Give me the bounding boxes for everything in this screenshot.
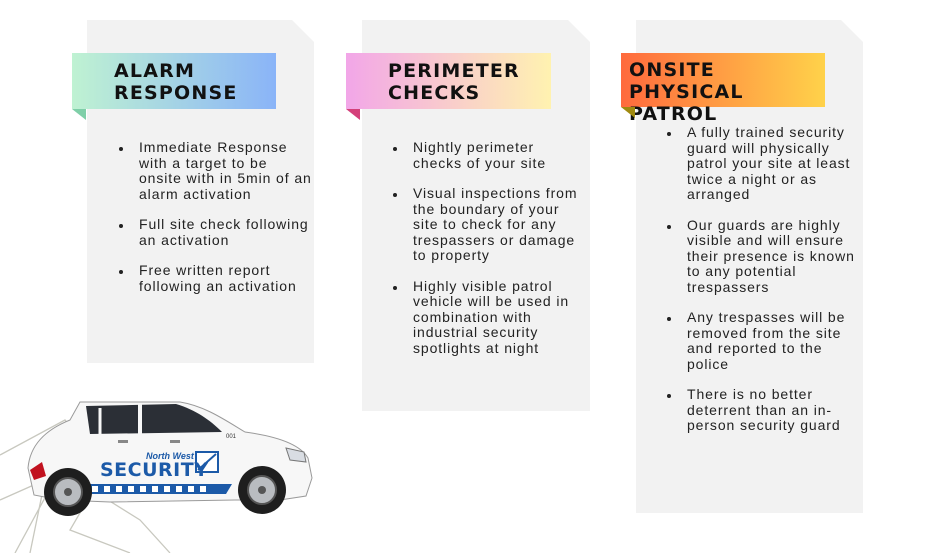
- rear-wheel: [44, 468, 92, 516]
- perimeter-checks-title: PERIMETER CHECKS: [388, 60, 520, 104]
- security-vehicle-image: [0, 380, 330, 553]
- list-item: • Visual inspections from the boundary of your site to check for any trespassers or damage to property: [407, 186, 587, 264]
- vehicle-fleet-number: 001: [226, 434, 237, 440]
- list-item: • Highly visible patrol vehicle will be used in combination with industrial security spotlights at night: [407, 279, 587, 357]
- alarm-response-list: [113, 140, 313, 309]
- perimeter-checks-ribbon-fold: [346, 109, 360, 120]
- perimeter-checks-ribbon: [346, 53, 551, 109]
- alarm-response-title: ALARM RESPONSE: [114, 60, 238, 104]
- vehicle-brand-small: North West: [146, 451, 194, 461]
- alarm-response-ribbon: [72, 53, 276, 109]
- list-item: • There is no better deterrent than an in-person security guard: [681, 387, 861, 434]
- front-wheel: [238, 466, 286, 514]
- list-item: • Our guards are highly visible and will ensure their presence is known to any potential trespassers: [681, 218, 861, 296]
- list-item: • A fully trained security guard will physically patrol your site at least twice a night or as arranged: [681, 125, 861, 203]
- list-item: • Free written report following an activation: [133, 263, 313, 294]
- vehicle-brand-large: SECURITY: [100, 459, 209, 481]
- alarm-response-ribbon-fold: [72, 109, 86, 120]
- onsite-patrol-ribbon-fold: [621, 107, 635, 118]
- list-item: • Any trespasses will be removed from the site and reported to the police: [681, 310, 861, 372]
- onsite-patrol-list: [661, 125, 861, 449]
- list-item: • Nightly perimeter checks of your site: [407, 140, 587, 171]
- perimeter-checks-list: [387, 140, 587, 371]
- onsite-patrol-ribbon: [621, 53, 825, 125]
- list-item: • Full site check following an activation: [133, 217, 313, 248]
- list-item: • Immediate Response with a target to be onsite with in 5min of an alarm activation: [133, 140, 313, 202]
- onsite-patrol-title: ONSITE PHYSICAL PATROL: [629, 59, 744, 125]
